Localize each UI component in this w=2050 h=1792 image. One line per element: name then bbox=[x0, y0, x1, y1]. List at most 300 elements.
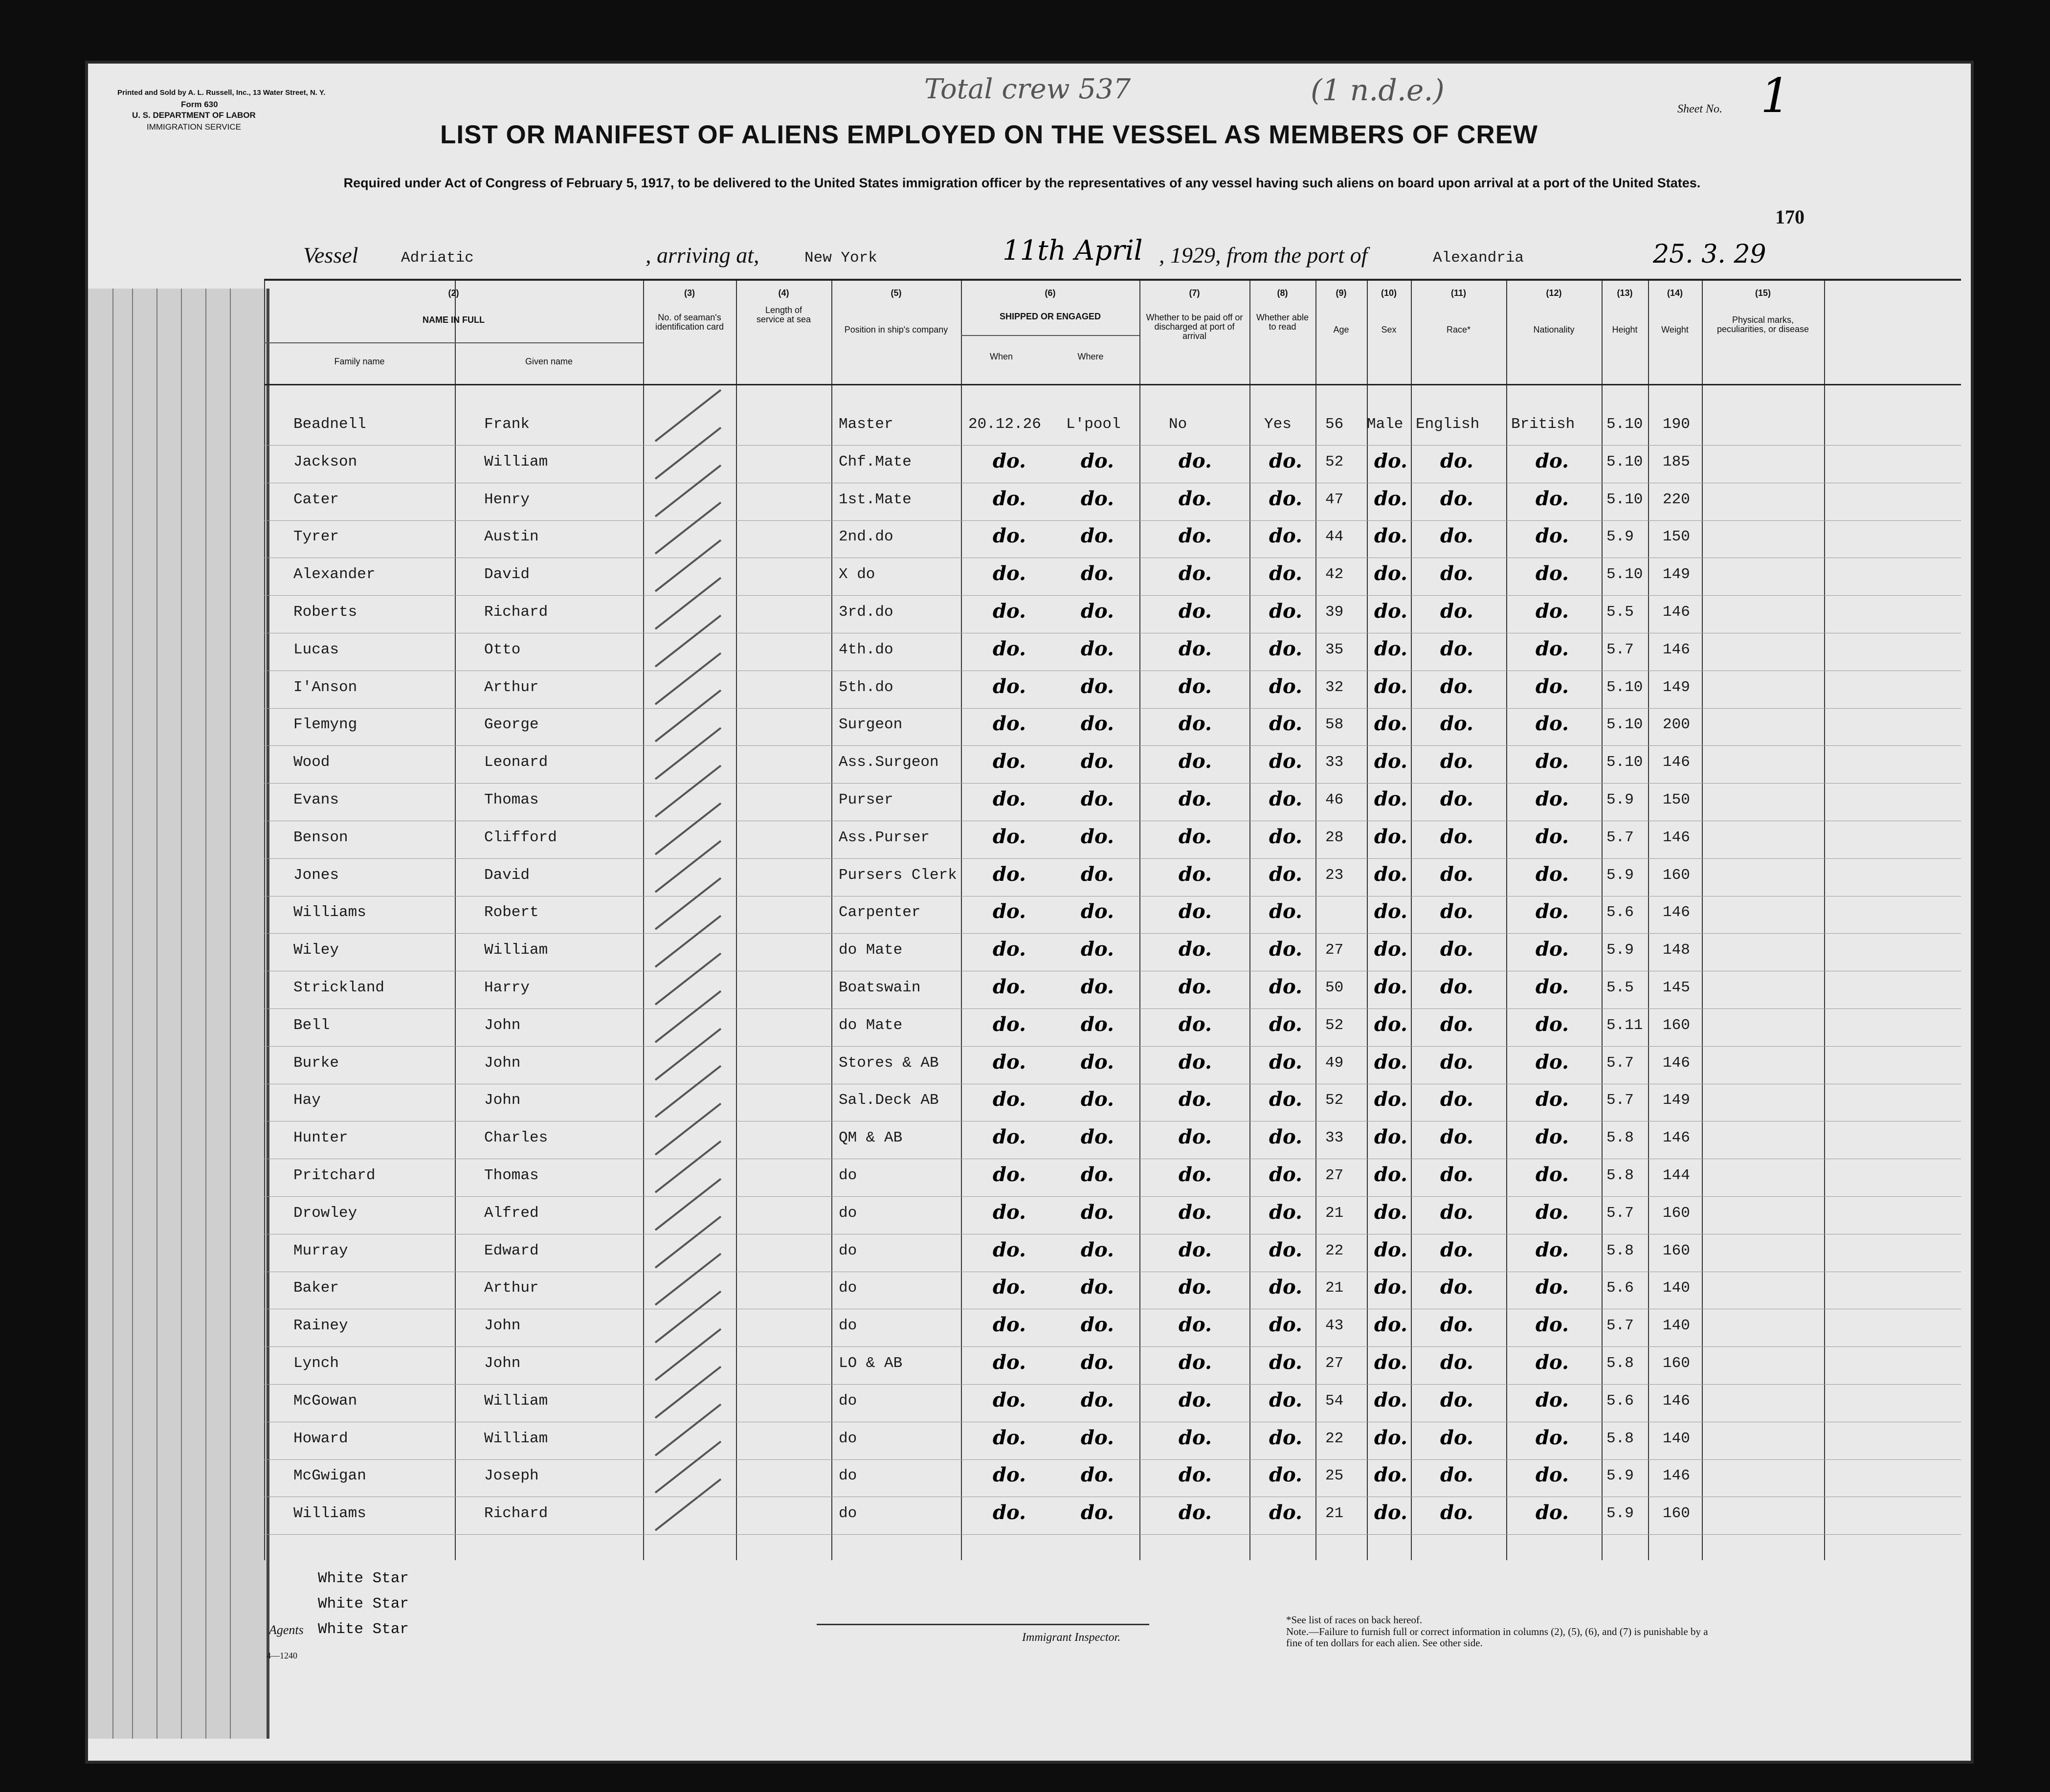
position-cell: QM & AB bbox=[839, 1129, 903, 1147]
weight-cell: 160 bbox=[1663, 1355, 1690, 1372]
ditto-mark: do. bbox=[1440, 637, 1473, 660]
weight-cell: 149 bbox=[1663, 1092, 1690, 1109]
given-name-cell: David bbox=[484, 866, 530, 884]
ditto-mark: do. bbox=[993, 1163, 1026, 1186]
ditto-mark: do. bbox=[1179, 1012, 1212, 1036]
ditto-mark: do. bbox=[1536, 637, 1569, 660]
ditto-mark: do. bbox=[1374, 1163, 1407, 1186]
ditto-mark: do. bbox=[1179, 1388, 1212, 1411]
given-name-cell: John bbox=[484, 1317, 521, 1335]
col8-number: (8) bbox=[1277, 288, 1288, 298]
year-label: , 1929, from the port of bbox=[1159, 243, 1368, 268]
col10-header: Sex bbox=[1381, 325, 1397, 335]
age-cell: 22 bbox=[1325, 1242, 1344, 1259]
ditto-mark: do. bbox=[1536, 750, 1569, 773]
ditto-mark: do. bbox=[1269, 750, 1302, 773]
age-cell: 44 bbox=[1325, 528, 1344, 546]
family-name-cell: I'Anson bbox=[293, 678, 357, 696]
ditto-mark: do. bbox=[1536, 1351, 1569, 1374]
ditto-mark: do. bbox=[1440, 938, 1473, 961]
height-cell: 5.7 bbox=[1606, 1054, 1634, 1072]
position-cell: do bbox=[839, 1430, 857, 1447]
position-cell: Carpenter bbox=[839, 904, 921, 921]
ditto-mark: do. bbox=[1269, 1388, 1302, 1411]
ditto-mark: do. bbox=[1440, 1012, 1473, 1036]
ditto-mark: do. bbox=[1269, 1125, 1302, 1149]
ditto-mark: do. bbox=[1536, 1276, 1569, 1299]
penalty-note: Note.—Failure to furnish full or correct information in columns (2), (5), (6), and (7) is punishable by a fine of ten dollars for each alien. See other side. bbox=[1286, 1626, 1708, 1649]
ditto-mark: do. bbox=[1536, 1388, 1569, 1411]
family-name-cell: Rainey bbox=[293, 1317, 348, 1335]
ditto-mark: do. bbox=[1536, 975, 1569, 998]
ditto-mark: do. bbox=[1269, 1426, 1302, 1449]
ditto-mark: do. bbox=[993, 938, 1026, 961]
ditto-mark: do. bbox=[993, 562, 1026, 585]
ditto-mark: do. bbox=[1440, 1163, 1473, 1186]
col13-header: Height bbox=[1612, 325, 1638, 335]
ditto-mark: do. bbox=[1440, 674, 1473, 698]
ditto-mark: do. bbox=[993, 1388, 1026, 1411]
ditto-mark: do. bbox=[1440, 787, 1473, 810]
agents-line: White Star bbox=[318, 1621, 409, 1638]
col9-number: (9) bbox=[1336, 288, 1347, 298]
ditto-mark: do. bbox=[1374, 1351, 1407, 1374]
ditto-mark: do. bbox=[1179, 825, 1212, 848]
row-rule bbox=[264, 520, 1961, 521]
weight-cell: 145 bbox=[1663, 979, 1690, 996]
inspector-label: Immigrant Inspector. bbox=[1022, 1631, 1121, 1644]
given-name-cell: Clifford bbox=[484, 829, 557, 846]
ditto-mark: do. bbox=[1536, 825, 1569, 848]
height-cell: 5.9 bbox=[1606, 528, 1634, 546]
ditto-mark: do. bbox=[993, 524, 1026, 548]
ditto-mark: do. bbox=[1179, 1088, 1212, 1111]
ditto-mark: do. bbox=[1374, 938, 1407, 961]
ditto-mark: do. bbox=[993, 1050, 1026, 1074]
age-cell: 47 bbox=[1325, 491, 1344, 508]
ditto-mark: do. bbox=[1179, 750, 1212, 773]
ditto-mark: do. bbox=[1179, 900, 1212, 923]
ditto-mark: do. bbox=[993, 1313, 1026, 1337]
row-rule bbox=[264, 1046, 1961, 1047]
ditto-mark: do. bbox=[1081, 562, 1114, 585]
ditto-mark: do. bbox=[1081, 1388, 1114, 1411]
position-cell: Stores & AB bbox=[839, 1054, 939, 1072]
weight-cell: 146 bbox=[1663, 829, 1690, 846]
position-cell: do bbox=[839, 1167, 857, 1184]
ditto-mark: do. bbox=[1374, 787, 1407, 810]
weight-cell: 144 bbox=[1663, 1167, 1690, 1184]
ditto-mark: do. bbox=[1536, 600, 1569, 623]
age-cell: 39 bbox=[1325, 604, 1344, 621]
age-cell: 43 bbox=[1325, 1317, 1344, 1335]
ditto-mark: do. bbox=[993, 449, 1026, 472]
agents-label: Agents bbox=[269, 1623, 304, 1637]
given-name-cell: Thomas bbox=[484, 791, 539, 808]
family-name-cell: Alexander bbox=[293, 566, 376, 583]
family-name-cell: Wood bbox=[293, 754, 330, 771]
ditto-mark: do. bbox=[1440, 1088, 1473, 1111]
ditto-mark: do. bbox=[1081, 674, 1114, 698]
ditto-mark: do. bbox=[993, 1276, 1026, 1299]
weight-cell: 146 bbox=[1663, 641, 1690, 658]
sheet-label: Sheet No. bbox=[1677, 103, 1722, 115]
ditto-mark: do. bbox=[1081, 1276, 1114, 1299]
ditto-mark: do. bbox=[1374, 975, 1407, 998]
row-rule bbox=[264, 708, 1961, 709]
ditto-mark: do. bbox=[993, 1125, 1026, 1149]
ditto-mark: do. bbox=[1440, 1276, 1473, 1299]
weight-cell: 149 bbox=[1663, 678, 1690, 696]
col8-header: Whether able to read bbox=[1256, 313, 1309, 332]
row-rule bbox=[264, 595, 1961, 596]
ditto-mark: do. bbox=[1081, 712, 1114, 736]
ditto-mark: do. bbox=[1081, 1238, 1114, 1261]
weight-cell: 146 bbox=[1663, 1392, 1690, 1410]
family-name-cell: Howard bbox=[293, 1430, 348, 1447]
position-cell: 1st.Mate bbox=[839, 491, 912, 508]
family-name-cell: Flemyng bbox=[293, 716, 357, 734]
ditto-mark: do. bbox=[1440, 1463, 1473, 1487]
vessel-name: Adriatic bbox=[401, 249, 474, 267]
height-cell: 5.9 bbox=[1606, 866, 1634, 884]
ditto-mark: do. bbox=[1081, 862, 1114, 886]
ditto-mark: do. bbox=[1179, 487, 1212, 510]
ditto-mark: do. bbox=[1269, 975, 1302, 998]
family-name-cell: Tyrer bbox=[293, 528, 339, 546]
ditto-mark: do. bbox=[1179, 1238, 1212, 1261]
ditto-mark: do. bbox=[1179, 600, 1212, 623]
position-cell: Purser bbox=[839, 791, 893, 808]
position-cell: Chf.Mate bbox=[839, 453, 912, 470]
family-name-cell: Hunter bbox=[293, 1129, 348, 1147]
ditto-mark: do. bbox=[993, 487, 1026, 510]
family-name-cell: Hay bbox=[293, 1092, 321, 1109]
races-note: *See list of races on back hereof. bbox=[1286, 1614, 1423, 1626]
ditto-mark: do. bbox=[1374, 1501, 1407, 1524]
ditto-mark: do. bbox=[1179, 938, 1212, 961]
height-cell: 5.10 bbox=[1606, 754, 1643, 771]
ditto-mark: do. bbox=[1081, 1125, 1114, 1149]
family-name-cell: McGowan bbox=[293, 1392, 357, 1410]
age-cell: 28 bbox=[1325, 829, 1344, 846]
page-subtitle: Required under Act of Congress of February 5, 1917, to be delivered to the United States immigration officer by the representatives of any vessel having such aliens on board upon arrival at a port of the United States. bbox=[343, 176, 1701, 190]
ditto-mark: do. bbox=[1374, 750, 1407, 773]
ditto-mark: do. bbox=[1440, 600, 1473, 623]
ditto-mark: do. bbox=[1081, 1012, 1114, 1036]
given-name-cell: Robert bbox=[484, 904, 539, 921]
weight-cell: 185 bbox=[1663, 453, 1690, 470]
row-rule bbox=[264, 1459, 1961, 1460]
ditto-mark: do. bbox=[1269, 487, 1302, 510]
ditto-mark: do. bbox=[1536, 1313, 1569, 1337]
ditto-mark: do. bbox=[1081, 1501, 1114, 1524]
ditto-mark: do. bbox=[1269, 938, 1302, 961]
given-name-cell: Richard bbox=[484, 1505, 548, 1523]
ditto-mark: do. bbox=[1440, 1501, 1473, 1524]
age-cell: 58 bbox=[1325, 716, 1344, 734]
ditto-mark: do. bbox=[1179, 524, 1212, 548]
age-cell: 33 bbox=[1325, 1129, 1344, 1147]
col4-header: Length of service at sea bbox=[756, 305, 811, 324]
ditto-mark: do. bbox=[1179, 1313, 1212, 1337]
position-cell: do bbox=[839, 1204, 857, 1222]
ditto-mark: do. bbox=[993, 900, 1026, 923]
position-cell: 2nd.do bbox=[839, 528, 893, 546]
height-cell: 5.10 bbox=[1606, 453, 1643, 470]
owner-line: White Star bbox=[318, 1570, 409, 1587]
col12-number: (12) bbox=[1546, 288, 1562, 298]
height-cell: 5.8 bbox=[1606, 1430, 1634, 1447]
row-rule bbox=[264, 783, 1961, 784]
col6-header: SHIPPED OR ENGAGED bbox=[999, 312, 1101, 321]
age-cell: 52 bbox=[1325, 1016, 1344, 1034]
height-cell: 5.8 bbox=[1606, 1355, 1634, 1372]
weight-cell: 148 bbox=[1663, 941, 1690, 959]
ditto-mark: do. bbox=[1440, 1200, 1473, 1224]
weight-cell: 190 bbox=[1663, 416, 1690, 433]
row-rule bbox=[264, 1534, 1961, 1535]
height-cell: 5.5 bbox=[1606, 604, 1634, 621]
col14-header: Weight bbox=[1661, 325, 1689, 335]
given-name-cell: John bbox=[484, 1092, 521, 1109]
position-cell: do bbox=[839, 1242, 857, 1259]
master-line: White Star bbox=[318, 1595, 409, 1613]
given-name-cell: John bbox=[484, 1016, 521, 1034]
ditto-mark: do. bbox=[1269, 862, 1302, 886]
when-header: When bbox=[989, 352, 1013, 361]
ditto-mark: do. bbox=[1081, 787, 1114, 810]
ditto-mark: do. bbox=[1179, 1463, 1212, 1487]
ditto-mark: do. bbox=[1269, 1012, 1302, 1036]
ditto-mark: do. bbox=[993, 975, 1026, 998]
given-name-cell: George bbox=[484, 716, 539, 734]
weight-cell: 140 bbox=[1663, 1279, 1690, 1297]
family-name-cell: Evans bbox=[293, 791, 339, 808]
ditto-mark: do. bbox=[1374, 449, 1407, 472]
family-name-cell: Roberts bbox=[293, 604, 357, 621]
given-name-cell: Leonard bbox=[484, 754, 548, 771]
weight-cell: 160 bbox=[1663, 1016, 1690, 1034]
weight-cell: 150 bbox=[1663, 528, 1690, 546]
age-cell: 21 bbox=[1325, 1204, 1344, 1222]
given-name-cell: Austin bbox=[484, 528, 539, 546]
family-name-cell: Beadnell bbox=[293, 416, 366, 433]
given-name-cell: Arthur bbox=[484, 678, 539, 696]
col12-header: Nationality bbox=[1533, 325, 1575, 335]
ditto-mark: do. bbox=[1081, 1200, 1114, 1224]
col11-header: Race* bbox=[1446, 325, 1471, 335]
position-cell: Ass.Surgeon bbox=[839, 754, 939, 771]
ditto-mark: do. bbox=[1269, 637, 1302, 660]
age-cell: 52 bbox=[1325, 1092, 1344, 1109]
ditto-mark: do. bbox=[1081, 975, 1114, 998]
ditto-mark: do. bbox=[1374, 712, 1407, 736]
position-cell: do bbox=[839, 1392, 857, 1410]
given-name-cell: Henry bbox=[484, 491, 530, 508]
ditto-mark: do. bbox=[1374, 1463, 1407, 1487]
ditto-mark: do. bbox=[1269, 1238, 1302, 1261]
family-name-cell: Pritchard bbox=[293, 1167, 376, 1184]
height-cell: 5.6 bbox=[1606, 1279, 1634, 1297]
ditto-mark: do. bbox=[1536, 1050, 1569, 1074]
ditto-mark: do. bbox=[1269, 1501, 1302, 1524]
ditto-mark: do. bbox=[1374, 1313, 1407, 1337]
height-cell: 5.7 bbox=[1606, 641, 1634, 658]
weight-cell: 146 bbox=[1663, 1054, 1690, 1072]
ditto-mark: do. bbox=[1374, 1050, 1407, 1074]
given-name-cell: Charles bbox=[484, 1129, 548, 1147]
position-cell: 3rd.do bbox=[839, 604, 893, 621]
given-name-cell: William bbox=[484, 941, 548, 959]
ditto-mark: do. bbox=[1440, 900, 1473, 923]
form-code: 4—1240 bbox=[267, 1651, 297, 1660]
ditto-mark: do. bbox=[1440, 562, 1473, 585]
nationality-cell: British bbox=[1511, 416, 1575, 433]
ditto-mark: do. bbox=[1374, 562, 1407, 585]
ditto-mark: do. bbox=[1374, 1238, 1407, 1261]
ditto-mark: do. bbox=[1536, 712, 1569, 736]
ditto-mark: do. bbox=[1536, 449, 1569, 472]
ditto-mark: do. bbox=[1269, 712, 1302, 736]
position-cell: do Mate bbox=[839, 941, 903, 959]
row-rule bbox=[264, 1008, 1961, 1009]
row-rule bbox=[264, 1384, 1961, 1385]
ditto-mark: do. bbox=[1440, 1050, 1473, 1074]
service: IMMIGRATION SERVICE bbox=[147, 122, 242, 132]
family-name-cell: Lucas bbox=[293, 641, 339, 658]
ditto-mark: do. bbox=[1374, 1012, 1407, 1036]
given-name-cell: Joseph bbox=[484, 1467, 539, 1485]
family-name-cell: Baker bbox=[293, 1279, 339, 1297]
ditto-mark: do. bbox=[1269, 449, 1302, 472]
ditto-mark: do. bbox=[1440, 1351, 1473, 1374]
ditto-mark: do. bbox=[1536, 900, 1569, 923]
height-cell: 5.10 bbox=[1606, 716, 1643, 734]
family-name-cell: Williams bbox=[293, 1505, 366, 1523]
sheet-number: 1 bbox=[1760, 68, 1791, 123]
weight-cell: 140 bbox=[1663, 1317, 1690, 1335]
ditto-mark: do. bbox=[1179, 1200, 1212, 1224]
position-cell: do bbox=[839, 1467, 857, 1485]
ditto-mark: do. bbox=[993, 862, 1026, 886]
col15-number: (15) bbox=[1755, 288, 1771, 298]
pencil-total-crew: Total crew 537 bbox=[924, 73, 1131, 105]
height-cell: 5.6 bbox=[1606, 904, 1634, 921]
family-name-cell: Cater bbox=[293, 491, 339, 508]
ditto-mark: do. bbox=[1179, 1050, 1212, 1074]
ditto-mark: do. bbox=[1374, 1088, 1407, 1111]
ditto-mark: do. bbox=[1269, 1276, 1302, 1299]
ditto-mark: do. bbox=[1269, 1163, 1302, 1186]
ditto-mark: do. bbox=[1179, 449, 1212, 472]
family-name-cell: Strickland bbox=[293, 979, 385, 996]
ditto-mark: do. bbox=[993, 1426, 1026, 1449]
ditto-mark: do. bbox=[1179, 712, 1212, 736]
weight-cell: 146 bbox=[1663, 1129, 1690, 1147]
ditto-mark: do. bbox=[1081, 938, 1114, 961]
age-cell: 56 bbox=[1325, 416, 1344, 433]
ditto-mark: do. bbox=[1179, 1276, 1212, 1299]
paid-off-cell: No bbox=[1169, 416, 1187, 433]
row-rule bbox=[264, 1196, 1961, 1197]
given-name-cell: Richard bbox=[484, 604, 548, 621]
row-rule bbox=[264, 445, 1961, 446]
weight-cell: 220 bbox=[1663, 491, 1690, 508]
ditto-mark: do. bbox=[1440, 1313, 1473, 1337]
ditto-mark: do. bbox=[1081, 1313, 1114, 1337]
age-cell: 21 bbox=[1325, 1279, 1344, 1297]
row-rule bbox=[264, 933, 1961, 934]
arriving-port: New York bbox=[804, 249, 877, 267]
ditto-mark: do. bbox=[1269, 900, 1302, 923]
age-cell: 25 bbox=[1325, 1467, 1344, 1485]
ditto-mark: do. bbox=[993, 1088, 1026, 1111]
given-name-cell: David bbox=[484, 566, 530, 583]
ditto-mark: do. bbox=[1536, 1501, 1569, 1524]
col11-number: (11) bbox=[1450, 288, 1467, 298]
height-cell: 5.7 bbox=[1606, 1092, 1634, 1109]
ditto-mark: do. bbox=[1179, 1163, 1212, 1186]
ditto-mark: do. bbox=[993, 750, 1026, 773]
ditto-mark: do. bbox=[1081, 1426, 1114, 1449]
race-cell: English bbox=[1416, 416, 1480, 433]
given-name-cell: Alfred bbox=[484, 1204, 539, 1222]
weight-cell: 160 bbox=[1663, 1505, 1690, 1523]
ditto-mark: do. bbox=[1440, 1238, 1473, 1261]
ditto-mark: do. bbox=[1536, 487, 1569, 510]
position-cell: LO & AB bbox=[839, 1355, 903, 1372]
col7-header: Whether to be paid off or discharged at port of arrival bbox=[1146, 313, 1243, 341]
ditto-mark: do. bbox=[1179, 787, 1212, 810]
ditto-mark: do. bbox=[1179, 1501, 1212, 1524]
weight-cell: 140 bbox=[1663, 1430, 1690, 1447]
ditto-mark: do. bbox=[1269, 562, 1302, 585]
row-rule bbox=[264, 745, 1961, 746]
ditto-mark: do. bbox=[1536, 674, 1569, 698]
ditto-mark: do. bbox=[1374, 524, 1407, 548]
position-cell: Pursers Clerk bbox=[839, 866, 957, 884]
ditto-mark: do. bbox=[1536, 1238, 1569, 1261]
col2-number: (2) bbox=[448, 288, 459, 298]
height-cell: 5.10 bbox=[1606, 678, 1643, 696]
shipped-where-cell: L'pool bbox=[1066, 416, 1121, 433]
height-cell: 5.8 bbox=[1606, 1242, 1634, 1259]
ditto-mark: do. bbox=[1374, 637, 1407, 660]
ditto-mark: do. bbox=[1081, 449, 1114, 472]
ditto-mark: do. bbox=[1536, 1463, 1569, 1487]
ditto-mark: do. bbox=[1081, 524, 1114, 548]
age-cell: 27 bbox=[1325, 1355, 1344, 1372]
ditto-mark: do. bbox=[1081, 1050, 1114, 1074]
col5-number: (5) bbox=[891, 288, 902, 298]
ditto-mark: do. bbox=[993, 712, 1026, 736]
position-cell: do bbox=[839, 1279, 857, 1297]
col5-header: Position in ship's company bbox=[844, 325, 948, 335]
ditto-mark: do. bbox=[1440, 750, 1473, 773]
weight-cell: 160 bbox=[1663, 1242, 1690, 1259]
col3-header: No. of seaman's identification card bbox=[655, 313, 724, 332]
ditto-mark: do. bbox=[1081, 1088, 1114, 1111]
family-name-cell: Jones bbox=[293, 866, 339, 884]
ditto-mark: do. bbox=[993, 637, 1026, 660]
ditto-mark: do. bbox=[1081, 1463, 1114, 1487]
ditto-mark: do. bbox=[1179, 637, 1212, 660]
family-name-cell: Williams bbox=[293, 904, 366, 921]
ditto-mark: do. bbox=[1440, 975, 1473, 998]
height-cell: 5.8 bbox=[1606, 1129, 1634, 1147]
ditto-mark: do. bbox=[993, 787, 1026, 810]
